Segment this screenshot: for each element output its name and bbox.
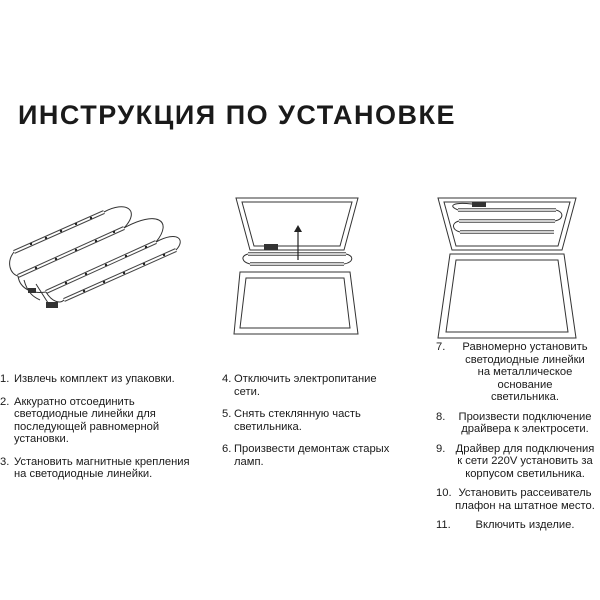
step-number: 5. — [222, 408, 232, 420]
led-strips-illustration — [6, 190, 186, 320]
step-item — [0, 396, 200, 446]
step-number: 10. — [436, 487, 452, 499]
step-text: Извлечь комплект из упаковки. — [14, 373, 175, 385]
step-item — [436, 443, 600, 481]
step-item — [436, 519, 600, 532]
step-text: Произвести демонтаж старых ламп. — [234, 443, 390, 468]
step-text: Установить рассеиватель плафон на штатное место. — [455, 487, 595, 512]
step-text: Снять стеклянную часть светильника. — [234, 408, 361, 433]
step-number: 8. — [436, 410, 446, 423]
step-number: 1. — [0, 373, 10, 385]
steps-column-3 — [436, 341, 600, 539]
step-text: Произвести подключение драйвера к электросети. — [458, 410, 592, 435]
strips-mounted-illustration — [432, 192, 582, 342]
step-text: Установить магнитные крепления на светодиодные линейки. — [14, 455, 190, 480]
step-number: 9. — [436, 442, 446, 455]
step-item — [222, 408, 397, 433]
step-number: 3. — [0, 455, 10, 468]
panel-glass-removal-illustration — [230, 192, 365, 342]
step-item — [222, 373, 397, 398]
step-text: Отключить электропитание сети. — [234, 373, 377, 398]
step-item — [436, 411, 600, 436]
step-text: Включить изделие. — [475, 519, 575, 531]
step-item — [0, 373, 200, 386]
step-text: Аккуратно отсоединить светодиодные линейки для последующей равномерной установки. — [14, 395, 160, 445]
page-title: ИНСТРУКЦИЯ ПО УСТАНОВКЕ — [18, 100, 456, 130]
step-text: Драйвер для подключения к сети 220V установить за корпусом светильника. — [455, 442, 595, 480]
step-text: Равномерно установить светодиодные линейки на металлическое основание светильника. — [462, 341, 588, 403]
steps-column-2 — [222, 373, 397, 478]
step-item — [436, 487, 600, 512]
step-number: 2. — [0, 395, 10, 408]
step-item — [222, 443, 397, 468]
step-number: 6. — [222, 443, 232, 455]
step-number: 4. — [222, 373, 232, 385]
step-item — [436, 341, 600, 404]
step-number: 7. — [436, 341, 446, 353]
step-number: 11. — [436, 519, 451, 531]
steps-column-1 — [0, 373, 200, 491]
step-item — [0, 456, 200, 481]
